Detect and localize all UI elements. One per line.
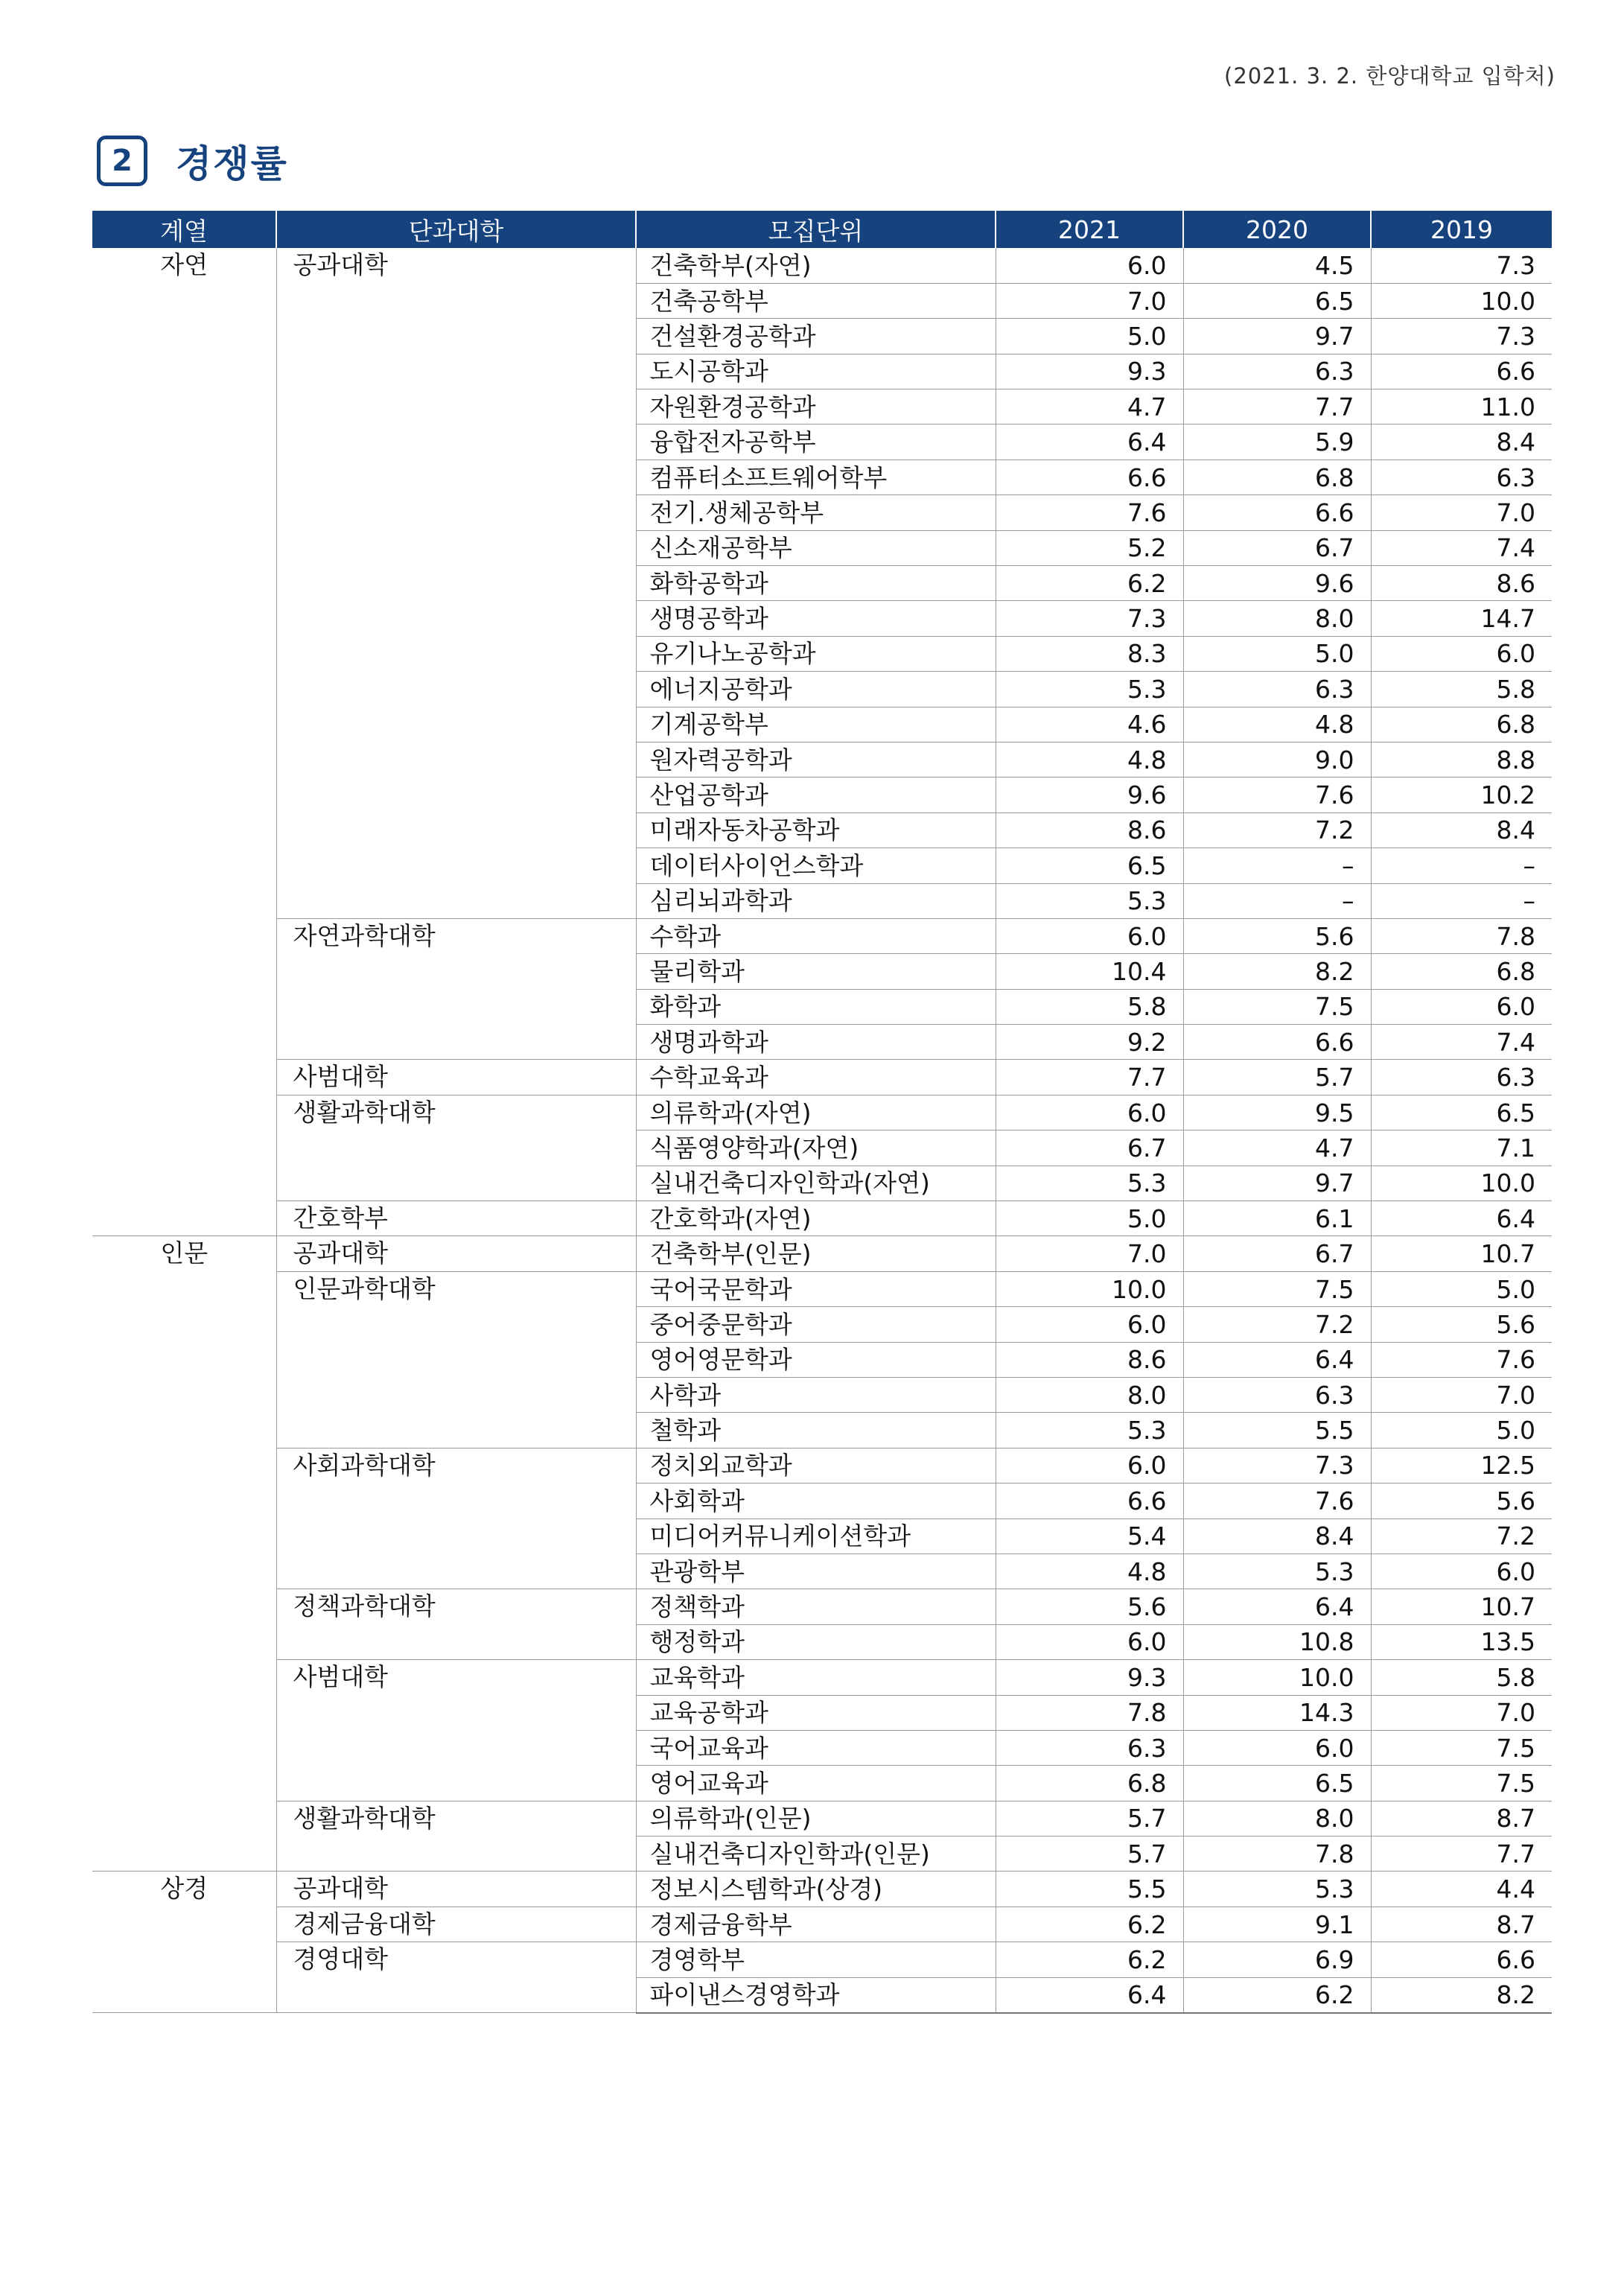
rate-2021-cell: 6.6 [996,459,1183,495]
unit-cell: 데이터사이언스학과 [636,848,996,883]
rate-2020-cell: 7.5 [1183,1271,1371,1306]
rate-2019-cell: 6.4 [1371,1201,1552,1236]
rate-2019-cell: 7.8 [1371,918,1552,953]
column-header-2020: 2020 [1183,211,1371,248]
unit-cell: 원자력공학과 [636,742,996,777]
rate-2021-cell: 7.0 [996,1236,1183,1271]
rate-2019-cell: 11.0 [1371,389,1552,424]
unit-cell: 정책학과 [636,1589,996,1624]
rate-2021-cell: 5.0 [996,319,1183,354]
table-row [92,1271,1552,1306]
rate-2020-cell: 14.3 [1183,1695,1371,1730]
rate-2019-cell: 7.5 [1371,1730,1552,1765]
rate-2021-cell: 6.0 [996,918,1183,953]
rate-2019-cell: 7.0 [1371,1695,1552,1730]
rate-2019-cell: 12.5 [1371,1448,1552,1483]
rate-2021-cell: 6.7 [996,1130,1183,1166]
rate-2019-cell: 14.7 [1371,601,1552,636]
rate-2019-cell: 6.8 [1371,954,1552,989]
rate-2020-cell: 10.8 [1183,1624,1371,1659]
rate-2021-cell: 8.0 [996,1378,1183,1413]
rate-2021-cell: 8.6 [996,812,1183,848]
rate-2021-cell: 9.3 [996,1660,1183,1695]
rate-2021-cell: 6.4 [996,1977,1183,2012]
column-header-unit: 모집단위 [636,211,996,248]
college-cell: 공과대학 [276,1872,636,1907]
rate-2020-cell: 6.3 [1183,354,1371,389]
unit-cell: 화학공학과 [636,566,996,601]
rate-2019-cell: 8.6 [1371,566,1552,601]
rate-2021-cell: 6.4 [996,424,1183,459]
unit-cell: 교육학과 [636,1660,996,1695]
rate-2019-cell: 6.8 [1371,707,1552,742]
table-row [92,918,1552,953]
competition-rate-table [92,211,1552,2014]
unit-cell: 신소재공학부 [636,530,996,565]
college-cell: 사범대학 [276,1060,636,1095]
rate-2019-cell: 7.2 [1371,1519,1552,1554]
unit-cell: 실내건축디자인학과(인문) [636,1837,996,1872]
section-header [97,133,288,189]
rate-2019-cell: 7.5 [1371,1766,1552,1801]
unit-cell: 컴퓨터소프트웨어학부 [636,459,996,495]
table-row [92,248,1552,283]
college-cell: 정책과학대학 [276,1589,636,1660]
unit-cell: 경제금융학부 [636,1907,996,1942]
rate-2021-cell: 8.6 [996,1342,1183,1377]
rate-2019-cell: 8.2 [1371,1977,1552,2012]
rate-2021-cell: 7.6 [996,495,1183,530]
rate-2020-cell: 6.1 [1183,1201,1371,1236]
unit-cell: 교육공학과 [636,1695,996,1730]
rate-2020-cell: 10.0 [1183,1660,1371,1695]
unit-cell: 파이낸스경영학과 [636,1977,996,2012]
unit-cell: 건축학부(자연) [636,248,996,283]
unit-cell: 정치외교학과 [636,1448,996,1483]
rate-2019-cell: 7.1 [1371,1130,1552,1166]
rate-2021-cell: 6.0 [996,1307,1183,1342]
rate-2019-cell: 5.6 [1371,1307,1552,1342]
unit-cell: 관광학부 [636,1554,996,1589]
unit-cell: 사학과 [636,1378,996,1413]
rate-2019-cell: 5.0 [1371,1271,1552,1306]
unit-cell: 수학교육과 [636,1060,996,1095]
rate-2021-cell: 5.2 [996,530,1183,565]
rate-2021-cell: 6.0 [996,1448,1183,1483]
unit-cell: 중어중문학과 [636,1307,996,1342]
rate-2021-cell: 6.0 [996,1624,1183,1659]
unit-cell: 융합전자공학부 [636,424,996,459]
rate-2021-cell: 6.0 [996,248,1183,283]
rate-2020-cell: 9.0 [1183,742,1371,777]
rate-2019-cell: 8.8 [1371,742,1552,777]
unit-cell: 실내건축디자인학과(자연) [636,1166,996,1201]
college-cell: 경영대학 [276,1942,636,2013]
unit-cell: 의류학과(인문) [636,1801,996,1836]
unit-cell: 건축학부(인문) [636,1236,996,1271]
rate-2021-cell: 7.7 [996,1060,1183,1095]
rate-2021-cell: 4.8 [996,742,1183,777]
unit-cell: 미래자동차공학과 [636,812,996,848]
unit-cell: 영어영문학과 [636,1342,996,1377]
column-header-college: 단과대학 [276,211,636,248]
rate-2020-cell: – [1183,883,1371,918]
rate-2019-cell: 8.4 [1371,424,1552,459]
column-header-2021: 2021 [996,211,1183,248]
rate-2019-cell: 7.6 [1371,1342,1552,1377]
rate-2020-cell: 8.2 [1183,954,1371,989]
table-row [92,1589,1552,1624]
rate-2021-cell: 10.0 [996,1271,1183,1306]
rate-2021-cell: 6.3 [996,1730,1183,1765]
college-cell: 공과대학 [276,248,636,918]
group-cell: 상경 [92,1872,276,2013]
rate-2019-cell: 5.8 [1371,672,1552,707]
rate-2019-cell: 10.0 [1371,1166,1552,1201]
rate-2020-cell: 6.2 [1183,1977,1371,2012]
rate-2020-cell: 5.3 [1183,1872,1371,1907]
unit-cell: 기계공학부 [636,707,996,742]
unit-cell: 정보시스템학과(상경) [636,1872,996,1907]
table-row [92,1872,1552,1907]
rate-2019-cell: 6.0 [1371,1554,1552,1589]
rate-2019-cell: 6.6 [1371,1942,1552,1977]
rate-2019-cell: 13.5 [1371,1624,1552,1659]
rate-2020-cell: 6.3 [1183,672,1371,707]
college-cell: 생활과학대학 [276,1801,636,1872]
college-cell: 생활과학대학 [276,1095,636,1201]
table-row [92,1060,1552,1095]
rate-2021-cell: 5.3 [996,883,1183,918]
rate-2020-cell: 7.8 [1183,1837,1371,1872]
rate-2019-cell: 6.5 [1371,1095,1552,1130]
rate-2019-cell: 8.7 [1371,1801,1552,1836]
rate-2020-cell: 7.2 [1183,1307,1371,1342]
unit-cell: 의류학과(자연) [636,1095,996,1130]
rate-2021-cell: 4.7 [996,389,1183,424]
unit-cell: 경영학부 [636,1942,996,1977]
table-row [92,1095,1552,1130]
rate-2020-cell: 6.5 [1183,1766,1371,1801]
unit-cell: 국어국문학과 [636,1271,996,1306]
rate-2019-cell: 7.3 [1371,319,1552,354]
rate-2020-cell: 6.7 [1183,530,1371,565]
rate-2021-cell: 5.3 [996,1166,1183,1201]
rate-2019-cell: 10.2 [1371,777,1552,812]
rate-2019-cell: 6.6 [1371,354,1552,389]
unit-cell: 건축공학부 [636,283,996,318]
unit-cell: 자원환경공학과 [636,389,996,424]
column-header-group: 계열 [92,211,276,248]
rate-2021-cell: 5.4 [996,1519,1183,1554]
rate-2021-cell: 7.8 [996,1695,1183,1730]
unit-cell: 산업공학과 [636,777,996,812]
rate-2019-cell: 7.3 [1371,248,1552,283]
rate-2021-cell: 8.3 [996,636,1183,671]
rate-2020-cell: 9.5 [1183,1095,1371,1130]
table-row [92,1942,1552,1977]
rate-2020-cell: 5.5 [1183,1413,1371,1448]
rate-2021-cell: 10.4 [996,954,1183,989]
rate-2021-cell: 5.0 [996,1201,1183,1236]
rate-2019-cell: – [1371,848,1552,883]
rate-2021-cell: 5.8 [996,989,1183,1024]
rate-2019-cell: 10.0 [1371,283,1552,318]
rate-2021-cell: 6.6 [996,1484,1183,1519]
table-row [92,1236,1552,1271]
rate-2019-cell: 6.3 [1371,459,1552,495]
rate-2019-cell: – [1371,883,1552,918]
rate-2019-cell: 5.8 [1371,1660,1552,1695]
rate-2020-cell: 9.1 [1183,1907,1371,1942]
rate-2020-cell: 8.0 [1183,1801,1371,1836]
rate-2019-cell: 10.7 [1371,1589,1552,1624]
rate-2021-cell: 6.8 [996,1766,1183,1801]
unit-cell: 철학과 [636,1413,996,1448]
rate-2020-cell: 6.6 [1183,495,1371,530]
section-title: 경쟁률 [176,142,288,185]
rate-2021-cell: 5.7 [996,1801,1183,1836]
rate-2020-cell: 6.8 [1183,459,1371,495]
rate-2021-cell: 9.2 [996,1025,1183,1060]
rate-2019-cell: 10.7 [1371,1236,1552,1271]
rate-2019-cell: 7.4 [1371,1025,1552,1060]
college-cell: 간호학부 [276,1201,636,1236]
rate-2020-cell: 5.9 [1183,424,1371,459]
table-row [92,1907,1552,1942]
rate-2020-cell: 5.3 [1183,1554,1371,1589]
table-body [92,248,1552,2013]
rate-2019-cell: 6.3 [1371,1060,1552,1095]
rate-2019-cell: 6.0 [1371,636,1552,671]
unit-cell: 행정학과 [636,1624,996,1659]
rate-2020-cell: 8.4 [1183,1519,1371,1554]
unit-cell: 전기.생체공학부 [636,495,996,530]
college-cell: 사회과학대학 [276,1448,636,1589]
rate-2020-cell: 6.4 [1183,1589,1371,1624]
group-cell: 인문 [92,1236,276,1872]
table-row [92,1801,1552,1836]
section-number-badge: 2 [97,136,147,186]
rate-2020-cell: 7.2 [1183,812,1371,848]
rate-2021-cell: 6.5 [996,848,1183,883]
rate-2020-cell: 7.7 [1183,389,1371,424]
table-row [92,1201,1552,1236]
rate-2021-cell: 6.0 [996,1095,1183,1130]
rate-2021-cell: 9.6 [996,777,1183,812]
table-header-row [92,211,1552,248]
unit-cell: 화학과 [636,989,996,1024]
rate-2021-cell: 4.8 [996,1554,1183,1589]
rate-2020-cell: 7.3 [1183,1448,1371,1483]
rate-2021-cell: 5.5 [996,1872,1183,1907]
unit-cell: 에너지공학과 [636,672,996,707]
rate-2021-cell: 9.3 [996,354,1183,389]
rate-2021-cell: 5.6 [996,1589,1183,1624]
unit-cell: 유기나노공학과 [636,636,996,671]
group-cell: 자연 [92,248,276,1236]
rate-2020-cell: 4.5 [1183,248,1371,283]
rate-2021-cell: 6.2 [996,566,1183,601]
rate-2021-cell: 4.6 [996,707,1183,742]
college-cell: 공과대학 [276,1236,636,1271]
unit-cell: 국어교육과 [636,1730,996,1765]
unit-cell: 수학과 [636,918,996,953]
rate-2020-cell: – [1183,848,1371,883]
rate-2019-cell: 7.7 [1371,1837,1552,1872]
college-cell: 경제금융대학 [276,1907,636,1942]
college-cell: 자연과학대학 [276,918,636,1060]
rate-2020-cell: 9.6 [1183,566,1371,601]
rate-2020-cell: 6.7 [1183,1236,1371,1271]
unit-cell: 물리학과 [636,954,996,989]
rate-2020-cell: 7.6 [1183,1484,1371,1519]
rate-2019-cell: 7.0 [1371,1378,1552,1413]
rate-2021-cell: 5.3 [996,672,1183,707]
unit-cell: 사회학과 [636,1484,996,1519]
column-header-2019: 2019 [1371,211,1552,248]
rate-2019-cell: 6.0 [1371,989,1552,1024]
rate-2019-cell: 5.0 [1371,1413,1552,1448]
rate-2020-cell: 6.6 [1183,1025,1371,1060]
rate-2021-cell: 5.3 [996,1413,1183,1448]
rate-2020-cell: 8.0 [1183,601,1371,636]
rate-2020-cell: 5.6 [1183,918,1371,953]
rate-2020-cell: 6.0 [1183,1730,1371,1765]
rate-2019-cell: 7.4 [1371,530,1552,565]
rate-2021-cell: 7.0 [996,283,1183,318]
rate-2019-cell: 4.4 [1371,1872,1552,1907]
unit-cell: 생명공학과 [636,601,996,636]
rate-2019-cell: 7.0 [1371,495,1552,530]
unit-cell: 간호학과(자연) [636,1201,996,1236]
table-row [92,1660,1552,1695]
table-row [92,1448,1552,1483]
rate-2020-cell: 6.9 [1183,1942,1371,1977]
unit-cell: 미디어커뮤니케이션학과 [636,1519,996,1554]
rate-2020-cell: 7.5 [1183,989,1371,1024]
unit-cell: 생명과학과 [636,1025,996,1060]
rate-2019-cell: 8.4 [1371,812,1552,848]
rate-2020-cell: 4.7 [1183,1130,1371,1166]
unit-cell: 심리뇌과학과 [636,883,996,918]
college-cell: 사범대학 [276,1660,636,1801]
rate-2021-cell: 7.3 [996,601,1183,636]
unit-cell: 식품영양학과(자연) [636,1130,996,1166]
source-note: (2021. 3. 2. 한양대학교 입학처) [1224,63,1555,89]
rate-2019-cell: 8.7 [1371,1907,1552,1942]
rate-2020-cell: 5.7 [1183,1060,1371,1095]
rate-2021-cell: 5.7 [996,1837,1183,1872]
rate-2020-cell: 6.4 [1183,1342,1371,1377]
college-cell: 인문과학대학 [276,1271,636,1448]
unit-cell: 도시공학과 [636,354,996,389]
unit-cell: 영어교육과 [636,1766,996,1801]
unit-cell: 건설환경공학과 [636,319,996,354]
rate-2021-cell: 6.2 [996,1907,1183,1942]
rate-2020-cell: 6.5 [1183,283,1371,318]
rate-2020-cell: 4.8 [1183,707,1371,742]
rate-2020-cell: 7.6 [1183,777,1371,812]
rate-2020-cell: 9.7 [1183,319,1371,354]
rate-2021-cell: 6.2 [996,1942,1183,1977]
rate-2019-cell: 5.6 [1371,1484,1552,1519]
rate-2020-cell: 9.7 [1183,1166,1371,1201]
rate-2020-cell: 6.3 [1183,1378,1371,1413]
rate-2020-cell: 5.0 [1183,636,1371,671]
